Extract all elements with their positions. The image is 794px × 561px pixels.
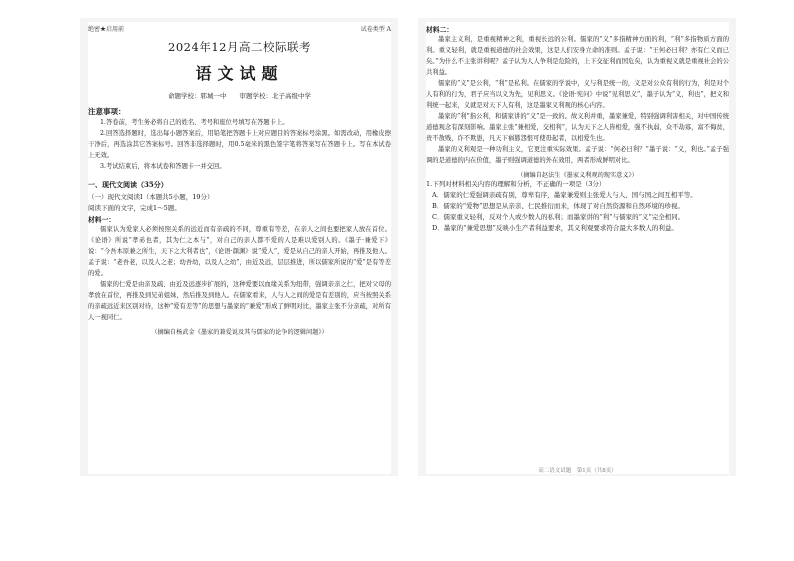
notice-item: 1.答卷前，考生务必将自己的姓名、考号和座位号填写在答题卡上。 — [100, 119, 289, 126]
material2-paragraph: 墨家的义利观是一种功利主义，它更注重实际效果。孟子说：“何必曰利？”墨子说：“义，利也。”孟子强调的是道德的内在价值，墨子则强调道德的外在效用，两者形成鲜明对比。 — [426, 146, 729, 164]
option-c: C．儒家重义轻利，反对个人或少数人的私利；而墨家讲的“利”与儒家的“义”完全相同。 — [432, 213, 685, 221]
instruction: 阅读下面的文字，完成1～5题。 — [88, 204, 181, 212]
material2-paragraph: 墨家主义利，是重视精神之利，重视长远的公利。儒家的“义”多指精神方面的利，“利”多指物质方面的利。重义轻利，就是重视道德的社会效果，这是人们安身立命的准则。孟子说：“王何必曰利？亦有仁义而已矣。”为什么不主张讲利呢？孟子认为人人争利是危险的，上下交征利而国危矣，认为重视义就是重视社会的公共利益。 — [426, 36, 729, 76]
notice-item: 2.回答选择题时，选出每小题答案后，用铅笔把答题卡上对应题目的答案标号涂黑。如需改动，用橡皮擦干净后，再选涂其它答案标号。回答非选择题时，用0.5毫米的黑色签字笔将答案写在答题卡上。写在本试卷上无效。 — [88, 130, 391, 159]
subsection-title: （一）现代文阅读Ⅰ（本题共5小题，19分） — [88, 193, 214, 201]
confidential-mark: 绝密★启用前 — [88, 26, 125, 33]
paper-type: 试卷类型 A — [360, 26, 391, 33]
left-header — [88, 24, 391, 33]
section-title: 一、现代文阅读（35分） — [88, 180, 168, 189]
material2-paragraph: 墨家的“利”指公利，和儒家讲的“义”是一致的。故义利并重，墨家兼爱，特别强调利害相关，对中国传统道德观念有深刻影响。墨家主张“兼相爱，交相利”，认为天下之人皆相爱，强不执弱，众不劫寡，富不侮贫，贵不敖贱，诈不欺愚，凡天下祸篡怨恨可使毋起者，以相爱生也。 — [426, 113, 729, 142]
subject-title: 语文试题 — [195, 64, 284, 83]
exam-title: 2024年12月高二校际联考 — [168, 40, 311, 54]
notice-title: 注意事项： — [88, 107, 126, 116]
option-a: A．儒家的仁爱强调亲疏有别，尊卑有序，墨家兼爱则主张爱人与人、国与国之间互相平等。 — [432, 191, 697, 199]
option-d: D．墨家的“兼爱思想”反映小生产者利益要求，其义利观要求符合最大多数人的利益。 — [432, 224, 678, 232]
material1-source: （摘编自杨武金《墨家的兼爱说及其与儒家的论争的逻辑问题》） — [151, 329, 328, 336]
notice-item: 3.考试结束后，将本试卷和答题卡一并交回。 — [100, 163, 226, 170]
option-b: B．儒家的“爱物”思想是从亲亲、仁民推衍而来，体现了对自然资源和自然环境的珍视。 — [432, 202, 684, 210]
school-info: 命题学校：郓城一中 审题学校：北子高级中学 — [168, 92, 311, 100]
page-footer: 高二语文试题 第1页（共8页） — [538, 468, 617, 474]
question-1: 1.下列对材料相关内容的理解和分析，不正确的一项是（3分） — [426, 180, 606, 188]
left-page — [88, 22, 391, 474]
material1-title: 材料一： — [88, 216, 116, 224]
material1-paragraph: 儒家的仁爱是由亲及疏、由近及远逐步扩展的，这种爱要以血缘关系为纽带，强调亲亲之仁，把对父母的孝放在首位，再推及到兄弟姐妹，然后推及到他人。在儒家看来，人与人之间的爱是有差别的，应当按照关系的亲疏远近来区别对待，这种“爱有差等”的思想与墨家的“兼爱”形成了鲜明对比，墨家主张不分亲疏，对所有人一视同仁。 — [88, 281, 391, 321]
right-page — [426, 22, 729, 474]
material2-title: 材料二： — [426, 26, 454, 34]
material2-source: （摘编自赵法生《墨家义利观的现实意义》） — [517, 172, 638, 179]
material2-paragraph: 儒家的“义”是公利，“利”是私利。在儒家的学说中，义与利是统一的，义是对公众有利的行为，利是对个人有利的行为，君子应当以义为先，见利思义。《论语·宪问》中说“见利思义”，墨子认为“义，利也”，把义和利统一起来，义就是对天下人有利，这是墨家义利观的核心内容。 — [426, 80, 729, 109]
material1-paragraph: 儒家认为爱家人必须按照关系的远近而有亲疏的不同，尊重有等差，在亲人之间也要把家人放在首位。《论语》所说“孝弟也者，其为仁之本与”，对自己的亲人都不爱的人是难以爱别人的。《墨子·兼爱下》说：“今吾本原兼之所生，天下之大利者也”，《论语·颜渊》说“爱人”，爱是从自己的亲人开始，再推及他人。孟子说：“老吾老，以及人之老；幼吾幼，以及人之幼”，由近及远，层层推进，所以儒家所说的“爱”是有等差的爱。 — [88, 226, 391, 277]
